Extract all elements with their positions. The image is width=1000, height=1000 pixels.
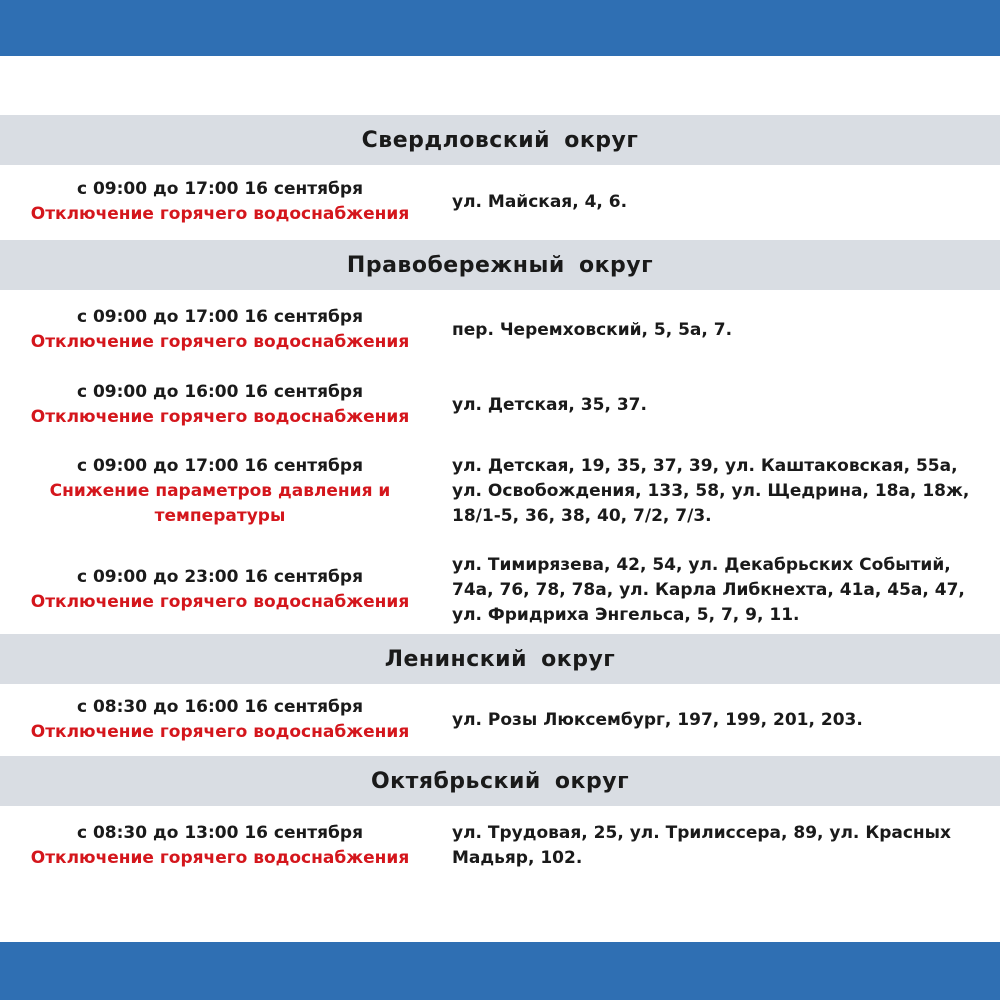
entry-schedule — [0, 821, 440, 871]
entry-row — [0, 684, 1000, 756]
entry-time: с 09:00 до 17:00 16 сентября — [76, 455, 364, 476]
entry-schedule — [0, 177, 440, 227]
section-header-oktyabrsky: Октябрьский округ — [0, 756, 1000, 806]
section-header-leninsky: Ленинский округ — [0, 634, 1000, 684]
entry-action: Отключение горячего водоснабжения — [30, 592, 410, 612]
entry-schedule — [0, 454, 440, 529]
entry-time: с 09:00 до 16:00 16 сентября — [76, 382, 364, 402]
entry-time: с 08:30 до 16:00 16 сентября — [76, 697, 364, 717]
entry-action: Отключение горячего водоснабжения — [30, 204, 410, 224]
section-header-pravoberezhny: Правобережный округ — [0, 240, 1000, 290]
entry-row — [0, 166, 1000, 238]
entry-address: ул. Детская, 19, 35, 37, 39, ул. Каштаковская, 55а, ул. Освобождения, 133, 58, ул. Щедрина, 18а, 18ж, 18/1-5, 36, 38, 40, 7/2, 7/3. — [452, 455, 970, 526]
entry-row — [0, 367, 1000, 443]
entry-row — [0, 292, 1000, 368]
entry-action: Отключение горячего водоснабжения — [30, 722, 410, 742]
top-banner — [0, 0, 1000, 56]
entry-action: Отключение горячего водоснабжения — [30, 848, 410, 868]
entry-address: ул. Детская, 35, 37. — [452, 394, 647, 415]
entry-row — [0, 808, 1000, 884]
entry-time: с 09:00 до 17:00 16 сентября — [76, 307, 364, 327]
entry-address: ул. Тимирязева, 42, 54, ул. Декабрьских Событий, 74а, 76, 78, 78а, ул. Карла Либкнехта, 41а, 45а, 47, ул. Фридриха Энгельса, 5, 7, 9, 11. — [452, 554, 965, 625]
entry-row — [0, 451, 1000, 531]
entry-action: Отключение горячего водоснабжения — [30, 332, 410, 352]
entry-address: ул. Трудовая, 25, ул. Трилиссера, 89, ул. Красных Мадьяр, 102. — [452, 823, 952, 868]
entry-address: ул. Майская, 4, 6. — [452, 191, 628, 212]
section-header-sverdlovsky: Свердловский округ — [0, 115, 1000, 165]
entry-row — [0, 550, 1000, 630]
entry-action: Отключение горячего водоснабжения — [30, 407, 410, 427]
entry-schedule — [0, 305, 440, 355]
entry-time: с 09:00 до 17:00 16 сентября — [76, 179, 364, 199]
entry-address: пер. Черемховский, 5, 5а, 7. — [452, 319, 733, 340]
entry-time: с 09:00 до 23:00 16 сентября — [76, 567, 364, 587]
entry-action: Снижение параметров давления и температуры — [49, 480, 391, 526]
bottom-banner — [0, 942, 1000, 1000]
entry-schedule — [0, 565, 440, 615]
entry-schedule — [0, 380, 440, 430]
entry-schedule — [0, 695, 440, 745]
entry-time: с 08:30 до 13:00 16 сентября — [76, 823, 364, 843]
entry-address: ул. Розы Люксембург, 197, 199, 201, 203. — [452, 709, 863, 730]
